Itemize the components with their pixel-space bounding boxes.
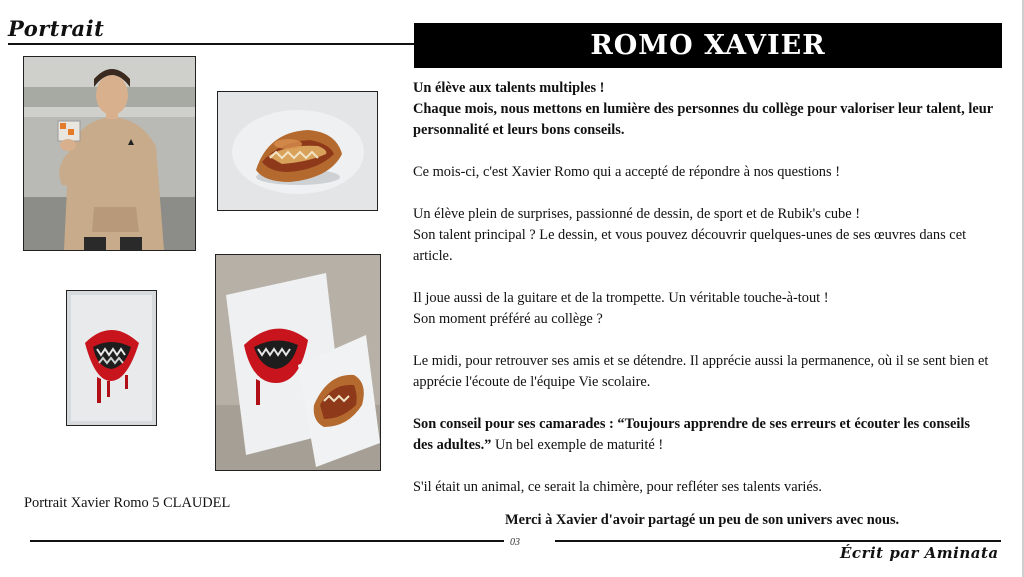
two-drawings-image xyxy=(216,255,380,470)
sandwich-drawing-image xyxy=(218,92,377,210)
advice-quote: Son conseil pour ses camarades : “Toujours apprendre de ses erreurs et écouter les conseils des adultes.” xyxy=(413,416,970,453)
paragraph-interview: Ce mois-ci, c'est Xavier Romo qui a accepté de répondre à nos questions ! xyxy=(413,164,840,180)
lips-drawing-image xyxy=(67,291,156,425)
bottom-rule-left xyxy=(30,540,504,542)
paragraph-question: Son moment préféré au collège ? xyxy=(413,311,603,327)
lips-drawing-photo xyxy=(66,290,157,426)
paragraph-lunch: Le midi, pour retrouver ses amis et se détendre. Il apprécie aussi la permanence, où il se sent bien et apprécie l'écoute de l'équipe Vie scolaire. xyxy=(413,353,989,390)
intro-paragraph: Chaque mois, nous mettons en lumière des personnes du collège pour valoriser leur talent, leur personnalité et leurs bons conseils. xyxy=(413,101,993,138)
section-label: Portrait xyxy=(8,16,105,41)
student-portrait-photo xyxy=(23,56,196,251)
paragraph-advice xyxy=(413,414,993,456)
intro-headline: Un élève aux talents multiples ! xyxy=(413,80,605,96)
article-body xyxy=(413,78,993,519)
top-rule xyxy=(8,43,416,45)
photo-caption: Portrait Xavier Romo 5 CLAUDEL xyxy=(24,495,231,511)
article-title: ROMO XAVIER xyxy=(590,30,826,61)
thanks-note: Merci à Xavier d'avoir partagé un peu de son univers avec nous. xyxy=(505,512,900,528)
paragraph-talent: Son talent principal ? Le dessin, et vous pouvez découvrir quelques-unes de ses œuvres dans cet article. xyxy=(413,227,967,264)
page-number: 03 xyxy=(510,537,520,548)
student-portrait-image xyxy=(24,57,195,250)
bottom-rule-right xyxy=(555,540,1001,542)
title-banner xyxy=(414,23,1002,68)
paragraph-instruments: Il joue aussi de la guitare et de la trompette. Un véritable touche-à-tout ! xyxy=(413,290,829,306)
paragraph-animal: S'il était un animal, ce serait la chimère, pour refléter ses talents variés. xyxy=(413,479,822,495)
paragraph-passions: Un élève plein de surprises, passionné de dessin, de sport et de Rubik's cube ! xyxy=(413,206,861,222)
sandwich-drawing-photo xyxy=(217,91,378,211)
advice-comment: Un bel exemple de maturité ! xyxy=(491,437,664,453)
author-signature: Écrit par Aminata xyxy=(840,544,999,562)
two-drawings-photo xyxy=(215,254,381,471)
